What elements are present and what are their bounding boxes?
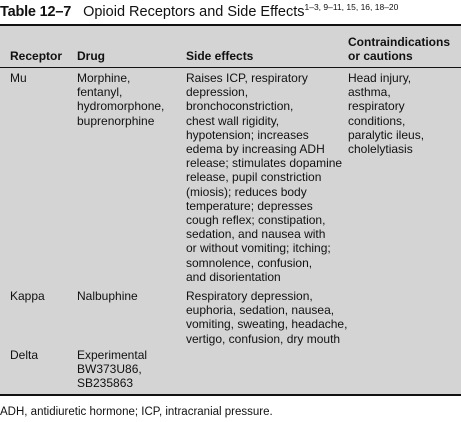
row-kappa-drug: Nalbuphine <box>77 289 138 303</box>
header-drug: Drug <box>77 49 105 63</box>
table-top-rule <box>0 24 461 26</box>
header-side-effects: Side effects <box>186 49 254 63</box>
table-footnote: ADH, antidiuretic hormone; ICP, intracranial pressure. <box>0 406 273 418</box>
table-bottom-rule <box>0 394 461 396</box>
row-mu-side-effects: Raises ICP, respiratory depression, bronchoconstriction, chest wall rigidity, hypotension; increases edema by increasing ADH release; stimulates dopamine release, pupil constriction (miosis); reduces body temperature; depresses cough reflex; constipation, sedation, and nausea with or without vomiting; itching; somnolence, confusion, and disorientation <box>186 71 343 284</box>
table-number: Table 12–7 <box>0 4 72 20</box>
table-title <box>0 3 461 25</box>
row-mu-drug: Morphine, fentanyl, hydromorphone, buprenorphine <box>77 71 165 128</box>
header-contraindications: Contraindications or cautions <box>348 35 451 64</box>
row-delta-drug: Experimental BW373U86, SB235863 <box>77 348 148 391</box>
row-delta-receptor: Delta <box>10 348 39 362</box>
row-mu-contraindications: Head injury, asthma, respiratory conditions, paralytic ileus, cholelytiasis <box>348 71 425 157</box>
header-receptor: Receptor <box>10 49 63 63</box>
table-header-rule <box>0 67 461 68</box>
row-mu-receptor: Mu <box>10 71 27 85</box>
row-kappa-side-effects: Respiratory depression, euphoria, sedation, nausea, vomiting, sweating, headache, vertigo, confusion, dry mouth <box>186 289 348 346</box>
row-kappa-receptor: Kappa <box>10 289 45 303</box>
table-title-text: Opioid Receptors and Side Effects <box>83 4 305 20</box>
table-references: 1–3, 9–11, 15, 16, 18–20 <box>304 2 399 12</box>
